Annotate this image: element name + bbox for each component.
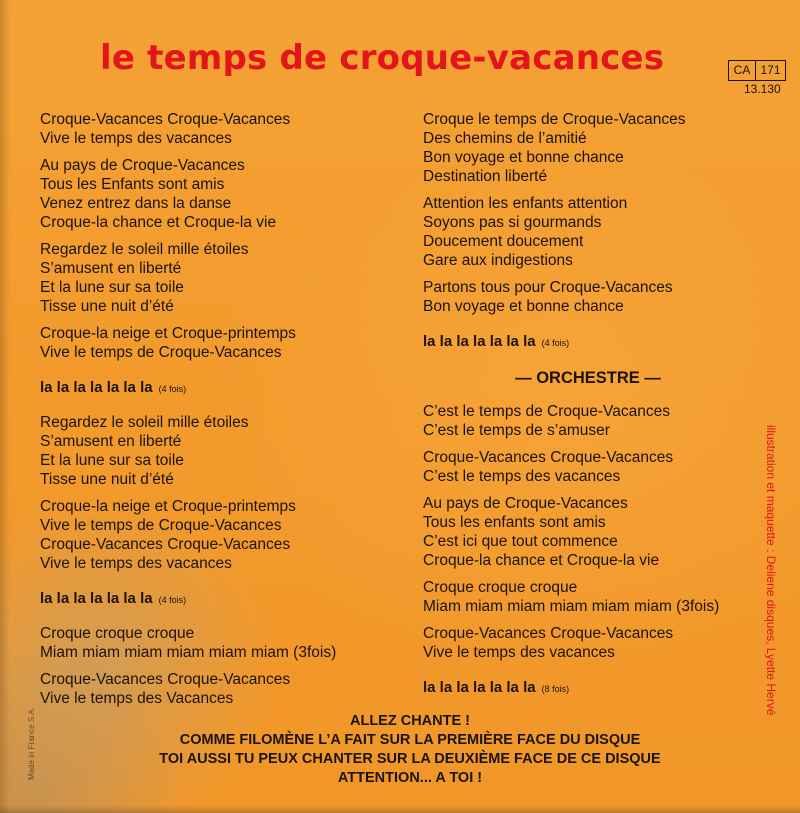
lyric-line: Destination liberté: [423, 168, 548, 185]
lyric-line: Vive le temps des vacances: [423, 644, 615, 661]
orchestra-heading: — ORCHESTRE —: [515, 369, 661, 387]
sleeve-edge-shadow: [0, 0, 10, 813]
lyric-line: S’amusent en liberté: [40, 433, 182, 450]
catalog-box: [728, 60, 786, 81]
lyric-line: Vive le temps des Vacances: [40, 690, 234, 707]
footer-line: TOI AUSSI TU PEUX CHANTER SUR LA DEUXIÈME FACE DE CE DISQUE: [159, 751, 661, 767]
lala-refrain: [423, 678, 773, 699]
lyric-line: Et la lune sur sa toile: [40, 279, 184, 296]
lyric-stanza: [423, 448, 773, 486]
lala-text: la la la la la la la: [423, 679, 536, 696]
repeat-count: (4 fois): [158, 595, 187, 605]
lyric-line: C’est le temps de Croque-Vacances: [423, 403, 670, 420]
lyric-line: Croque-Vacances Croque-Vacances: [40, 671, 291, 688]
lyric-stanza: [40, 413, 410, 489]
footer-line: ATTENTION... A TOI !: [337, 770, 483, 786]
lyric-line: S’amusent en liberté: [40, 260, 182, 277]
lyric-line: Vive le temps de Croque-Vacances: [40, 344, 282, 361]
lyric-stanza: [40, 240, 410, 316]
repeat-count: (8 fois): [541, 684, 570, 694]
lyric-line: Croque-la chance et Croque-la vie: [40, 214, 277, 231]
lyrics-left-column: [40, 110, 410, 716]
repeat-count: (4 fois): [158, 384, 187, 394]
lyric-line: Partons tous pour Croque-Vacances: [423, 279, 673, 296]
lala-refrain: [423, 332, 773, 353]
lyric-stanza: [40, 156, 410, 232]
song-title: le temps de croque-vacances: [100, 38, 665, 78]
lyric-line: Regardez le soleil mille étoiles: [40, 414, 249, 431]
lyric-line: Croque-Vacances Croque-Vacances: [423, 625, 674, 642]
lyric-line: Tisse une nuit d’été: [40, 471, 174, 488]
lyric-line: C’est ici que tout commence: [423, 533, 618, 550]
lyric-stanza: [423, 578, 773, 616]
lyric-line: Des chemins de l’amitié: [423, 130, 587, 147]
lyric-line: C’est le temps de s’amuser: [423, 422, 610, 439]
lyric-line: Croque-la neige et Croque-printemps: [40, 325, 296, 342]
lyric-line: Gare aux indigestions: [423, 252, 573, 269]
catalog-code: 13.130: [744, 82, 781, 96]
lyric-stanza: [423, 402, 773, 440]
lyric-stanza: [423, 110, 773, 186]
lyric-stanza: [423, 194, 773, 270]
lyric-line: Croque croque croque: [40, 625, 195, 642]
lyric-line: Venez entrez dans la danse: [40, 195, 232, 212]
catalog-prefix: CA: [729, 61, 756, 80]
lyric-line: Croque-la neige et Croque-printemps: [40, 498, 296, 515]
lyric-line: Bon voyage et bonne chance: [423, 298, 624, 315]
lyric-stanza: [423, 624, 773, 662]
lyric-line: Croque-la chance et Croque-la vie: [423, 552, 660, 569]
lyric-stanza: [423, 494, 773, 570]
lyric-line: Soyons pas si gourmands: [423, 214, 602, 231]
lyric-line: Vive le temps des vacances: [40, 555, 232, 572]
footer-line: ALLEZ CHANTE !: [349, 713, 470, 729]
lala-text: la la la la la la la: [423, 333, 536, 350]
lyric-stanza: [40, 624, 410, 662]
lyric-line: Croque-Vacances Croque-Vacances: [423, 449, 674, 466]
lyrics-right-column: [423, 110, 773, 713]
made-in-label: Made in France S.A.: [27, 707, 36, 780]
lala-refrain: [40, 589, 410, 610]
lyric-line: Miam miam miam miam miam miam (3fois): [423, 598, 720, 615]
catalog-number: 171: [760, 63, 781, 77]
lyric-line: Et la lune sur sa toile: [40, 452, 184, 469]
lyric-line: Croque-Vacances Croque-Vacances: [40, 536, 291, 553]
lala-refrain: [40, 378, 410, 399]
lyric-stanza: [40, 497, 410, 573]
lyric-line: C’est le temps des vacances: [423, 468, 621, 485]
sleeve-bottom-shadow: [0, 805, 800, 813]
lyric-line: Miam miam miam miam miam miam (3fois): [40, 644, 337, 661]
lyric-line: Bon voyage et bonne chance: [423, 149, 624, 166]
lyric-line: Regardez le soleil mille étoiles: [40, 241, 249, 258]
lyric-line: Tisse une nuit d’été: [40, 298, 174, 315]
lyric-stanza: [423, 278, 773, 316]
credits-text: illustration et maquette : Deliene disques, Lyette Hervé: [764, 425, 778, 716]
lyric-line: Au pays de Croque-Vacances: [423, 495, 628, 512]
lyric-line: Tous les Enfants sont amis: [40, 176, 225, 193]
lyric-line: Vive le temps des vacances: [40, 130, 232, 147]
repeat-count: (4 fois): [541, 338, 570, 348]
lyric-stanza: [40, 324, 410, 362]
lyric-line: Au pays de Croque-Vacances: [40, 157, 245, 174]
lyric-line: Croque le temps de Croque-Vacances: [423, 111, 686, 128]
lyric-line: Attention les enfants attention: [423, 195, 628, 212]
lyric-stanza: [40, 110, 410, 148]
lyric-line: Vive le temps de Croque-Vacances: [40, 517, 282, 534]
lyric-line: Croque-Vacances Croque-Vacances: [40, 111, 291, 128]
lyric-line: Doucement doucement: [423, 233, 584, 250]
lala-text: la la la la la la la: [40, 379, 153, 396]
footer-line: COMME FILOMÈNE L’A FAIT SUR LA PREMIÈRE FACE DU DISQUE: [179, 732, 641, 748]
lyric-line: Tous les enfants sont amis: [423, 514, 606, 531]
lyric-line: Croque croque croque: [423, 579, 578, 596]
footer-instructions: [80, 712, 740, 788]
lala-text: la la la la la la la: [40, 590, 153, 607]
lyric-stanza: [40, 670, 410, 708]
